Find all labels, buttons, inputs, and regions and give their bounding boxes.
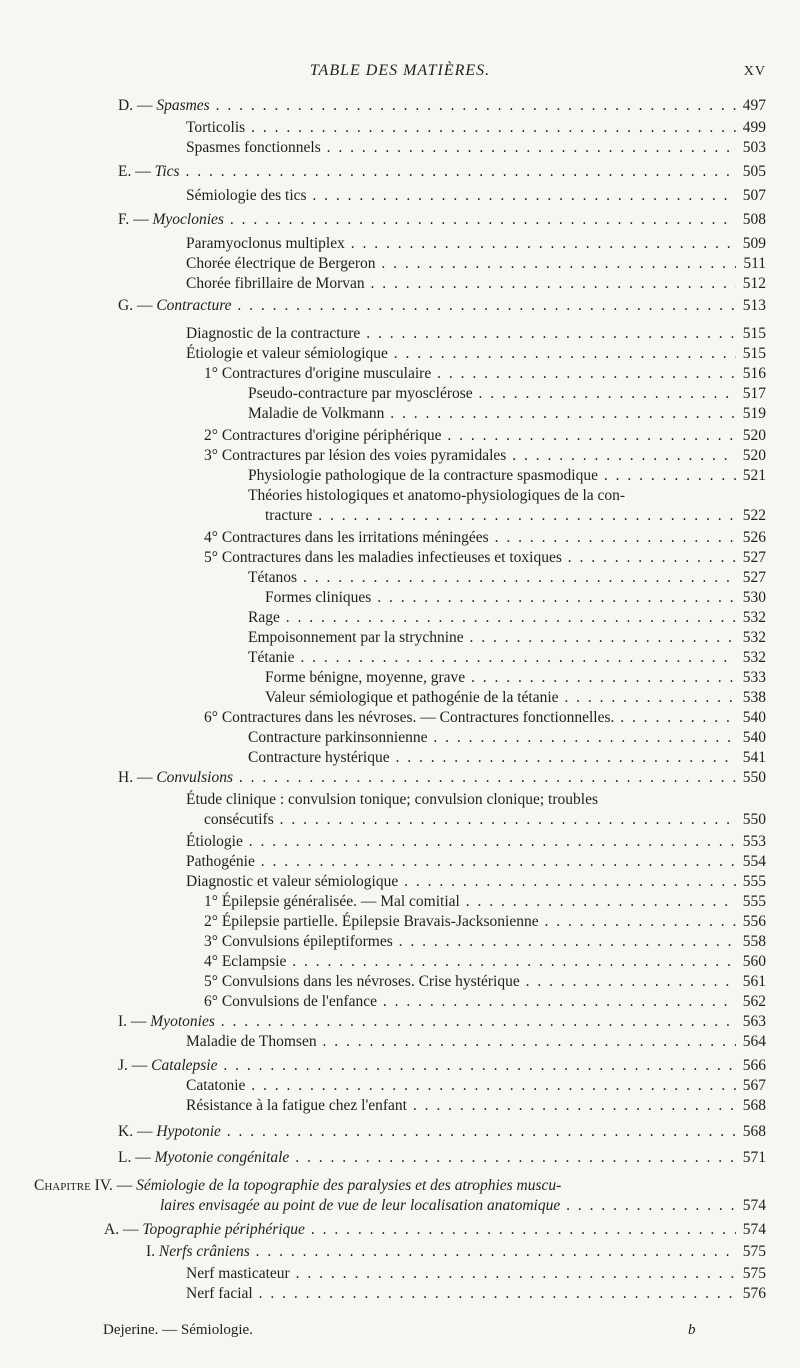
toc-entry-prefix: E. — [118,163,155,180]
toc-entry-title: Résistance à la fatigue chez l'enfant [186,1097,407,1114]
toc-entry-title: Spasmes fonctionnels [186,139,321,156]
toc-page-number: 532 [742,649,766,666]
toc-entry-label [204,426,736,446]
toc-entry-label [248,648,736,668]
toc-entry-title: 3° Contractures par lésion des voies pyramidales [204,447,507,464]
toc-entry-prefix: K. — [118,1123,157,1140]
page-footer [0,1322,800,1344]
toc-page-number: 571 [742,1149,766,1166]
toc-page-number: 568 [742,1123,766,1140]
toc-entry-title: 4° Eclampsie [204,953,287,970]
toc-entry-prefix: I. — [118,1013,151,1030]
toc-page-number: 508 [742,211,766,228]
toc-entry-title: 4° Contractures dans les irritations méningées [204,529,489,546]
toc-page-number: 516 [742,365,766,382]
toc-entry-label [186,872,736,892]
toc-entry [0,852,800,872]
toc-entry-prefix: F. — [118,211,153,228]
toc-entry-title: Valeur sémiologique et pathogénie de la tétanie [265,689,559,706]
toc-entry [0,486,800,506]
toc-entry-title: Hypotonie [156,1123,221,1140]
toc-entry-title: Chorée électrique de Bergeron [186,255,376,272]
toc-entry-label [118,96,736,116]
toc-entry [0,96,800,116]
toc-entry [0,344,800,364]
toc-entry-title: Nerfs crâniens [158,1243,250,1260]
toc-entry-label [186,186,736,206]
toc-entry [0,506,800,526]
page-title: TABLE DES MATIÈRES. [309,62,491,79]
toc-entry [0,1242,800,1262]
toc-page-number: 515 [742,325,766,342]
toc-entry [0,1122,800,1142]
toc-entry-title: Convulsions [156,769,233,786]
toc-entry [0,972,800,992]
toc-entry [0,810,800,830]
toc-entry-title: Pseudo-contracture par myosclérose [248,385,473,402]
footer-book-reference: Dejerine. — Sémiologie. [103,1322,253,1338]
toc-entry [0,748,800,768]
toc-page-number: 533 [742,669,766,686]
toc-page-number: 568 [742,1097,766,1114]
toc-entry-prefix: A. — [104,1221,143,1238]
toc-entry [0,528,800,548]
toc-entry [0,162,800,182]
toc-page-number: 520 [742,447,766,464]
toc-entry-label [118,1012,736,1032]
toc-entry-label [118,768,736,788]
toc-page-number: 574 [742,1197,766,1214]
toc-entry [0,1220,800,1240]
toc-entry [0,1032,800,1052]
toc-entry-title: Étiologie et valeur sémiologique [186,345,388,362]
toc-page-number: 507 [742,187,766,204]
toc-page-number: 540 [742,729,766,746]
toc-entry-title: Formes cliniques [265,589,372,606]
toc-entry-title: 6° Contractures dans les névroses. — Contractures fonctionnelles. [204,709,615,726]
toc-page-number: 564 [742,1033,766,1050]
toc-entry-title: consécutifs [204,811,274,828]
toc-page-number: 509 [742,235,766,252]
toc-entry-title: Maladie de Volkmann [248,405,385,422]
toc-page-number: 527 [742,569,766,586]
toc-entry [0,404,800,424]
toc-page-number: 503 [742,139,766,156]
toc-entry [0,832,800,852]
toc-entry-label [248,466,736,486]
toc-entry-label [248,728,736,748]
toc-entry-title: Sémiologie de la topographie des paralysies et des atrophies muscu- [136,1177,562,1194]
toc-entry-label [204,810,736,830]
toc-entry-prefix: D. — [118,97,157,114]
toc-entry-label [248,384,736,404]
toc-entry [0,1096,800,1116]
toc-entry-title: Catalepsie [151,1057,218,1074]
toc-entry-title: Myoclonies [152,211,224,228]
toc-page-number: 517 [742,385,766,402]
toc-entry [0,296,800,316]
toc-entry [0,588,800,608]
toc-entry [0,952,800,972]
toc-page-number: 515 [742,345,766,362]
toc-entry [0,446,800,466]
toc-entry-label [204,446,736,466]
toc-entry-label [204,912,736,932]
toc-entry-title: Étude clinique : convulsion tonique; convulsion clonique; troubles [186,791,598,808]
toc-entry-title: laires envisagée au point de vue de leur localisation anatomique [160,1197,561,1214]
toc-page-number: 550 [742,769,766,786]
toc-entry [0,628,800,648]
toc-entry [0,1176,800,1196]
toc-entry [0,568,800,588]
running-head [0,62,800,84]
toc-entry-label [248,568,736,588]
toc-entry [0,932,800,952]
toc-page-number: 526 [742,529,766,546]
toc-entry-title: Contracture [156,297,232,314]
toc-entry [0,364,800,384]
toc-entry-title: Forme bénigne, moyenne, grave [265,669,466,686]
toc-entry-label [265,588,736,608]
toc-page-number: 555 [742,873,766,890]
toc-entry-label [186,852,736,872]
toc-page-number: 527 [742,549,766,566]
toc-entry [0,1012,800,1032]
toc-entry-title: Tics [154,163,180,180]
toc-entry-title: Diagnostic et valeur sémiologique [186,873,399,890]
toc-entry [0,186,800,206]
toc-entry-prefix: H. — [118,769,157,786]
toc-page-number: 520 [742,427,766,444]
toc-entry-title: 5° Convulsions dans les névroses. Crise hystérique [204,973,520,990]
toc-entry-title: 3° Convulsions épileptiformes [204,933,393,950]
toc-entry [0,1056,800,1076]
toc-entry-title: Théories histologiques et anatomo-physiologiques de la con- [248,487,626,504]
toc-entry [0,1284,800,1304]
toc-entry-label [186,324,736,344]
toc-entry-label [186,118,736,138]
toc-entry-title: Tétanos [248,569,298,586]
toc-page-number: 575 [742,1265,766,1282]
roman-page-number: XV [743,64,766,79]
toc-entry-title: Contracture parkinsonnienne [248,729,428,746]
toc-page-number: 513 [742,297,766,314]
toc-entry-label [204,708,736,728]
toc-entry-prefix: L. — [118,1149,155,1166]
toc-entry-label [186,1264,736,1284]
toc-entry-label [248,486,766,506]
toc-entry [0,1264,800,1284]
toc-entry-title: Physiologie pathologique de la contracture spasmodique [248,467,598,484]
toc-entry-title: 2° Épilepsie partielle. Épilepsie Bravais-Jacksonienne [204,913,539,930]
toc-page-number: 512 [742,275,766,292]
toc-entry [0,912,800,932]
toc-entry-label [265,688,736,708]
toc-entry-label [186,832,736,852]
toc-page-number: 530 [742,589,766,606]
toc-page-number: 563 [742,1013,766,1030]
toc-entry-title: Pathogénie [186,853,255,870]
toc-entry [0,274,800,294]
toc-entry-title: Rage [248,609,280,626]
toc-entry-label [186,274,736,294]
toc-entry-label [204,952,736,972]
toc-entry [0,992,800,1012]
toc-entry-title: Paramyoclonus multiplex [186,235,345,252]
toc-page-number: 558 [742,933,766,950]
toc-page-number: 555 [742,893,766,910]
toc-entry [0,426,800,446]
toc-entry-title: Myotonies [150,1013,215,1030]
toc-entry [0,648,800,668]
toc-entry-title: 1° Contractures d'origine musculaire [204,365,432,382]
toc-entry [0,668,800,688]
toc-page-number: 540 [742,709,766,726]
toc-entry-title: 6° Convulsions de l'enfance [204,993,377,1010]
toc-entry [0,708,800,728]
toc-entry-label [265,506,736,526]
toc-entry-title: Diagnostic de la contracture [186,325,361,342]
toc-entry-label [104,1220,736,1240]
toc-entry [0,728,800,748]
toc-entry-title: tracture [265,507,313,524]
toc-entry-label [204,892,736,912]
toc-page-number: 532 [742,629,766,646]
toc-entry-label [118,1148,736,1168]
toc-entry [0,210,800,230]
toc-entry-label [118,1056,736,1076]
toc-entry [0,466,800,486]
toc-entry-title: Tétanie [248,649,295,666]
toc-entry-label [204,932,736,952]
toc-entry-label [248,608,736,628]
toc-entry-prefix: I. [146,1243,159,1260]
toc-entry-label [186,1032,736,1052]
toc-page-number: 553 [742,833,766,850]
toc-entry [0,790,800,810]
toc-entry-label [204,364,736,384]
toc-entry [0,384,800,404]
toc-entry-label [186,234,736,254]
toc-entry [0,324,800,344]
toc-page-number: 521 [742,467,766,484]
toc-entry [0,688,800,708]
toc-page-number: 538 [742,689,766,706]
toc-entry-title: 2° Contractures d'origine périphérique [204,427,442,444]
toc-entry-prefix: Chapitre IV. — [34,1177,137,1194]
toc-page-number: 560 [742,953,766,970]
toc-entry-label [118,1122,736,1142]
toc-entry-prefix: J. — [118,1057,152,1074]
toc-entry-label [186,1284,736,1304]
toc-entry-title: Topographie périphérique [142,1221,305,1238]
toc-entry-label [204,972,736,992]
toc-page-number: 499 [742,119,766,136]
toc-page-number: 541 [742,749,766,766]
toc-page-number: 505 [742,163,766,180]
toc-entry-label [248,404,736,424]
toc-page-number: 576 [742,1285,766,1302]
toc-page-number: 511 [743,255,766,272]
toc-entry-title: Spasmes [156,97,210,114]
toc-page-number: 562 [742,993,766,1010]
toc-entry-title: Myotonie congénitale [154,1149,290,1166]
toc-entry [0,234,800,254]
toc-entry [0,138,800,158]
toc-page-number: 567 [742,1077,766,1094]
toc-page-number: 575 [742,1243,766,1260]
toc-entry-label [186,138,736,158]
toc-entry-label [146,1242,736,1262]
toc-entry-label [265,668,736,688]
toc-entry-title: Nerf facial [186,1285,253,1302]
toc-entry [0,1196,800,1216]
toc-entry-title: 1° Épilepsie généralisée. — Mal comitial [204,893,460,910]
toc-entry [0,548,800,568]
toc-entry [0,1148,800,1168]
signature-mark: b [688,1322,696,1338]
toc-entry-label [186,1076,736,1096]
toc-entry [0,118,800,138]
toc-entry-title: Chorée fibrillaire de Morvan [186,275,365,292]
toc-entry-label [118,296,736,316]
toc-entry-title: Catatonie [186,1077,246,1094]
toc-entry [0,608,800,628]
toc-entry [0,872,800,892]
toc-page-number: 497 [742,97,766,114]
toc-page-number: 550 [742,811,766,828]
toc-entry-title: Contracture hystérique [248,749,390,766]
toc-entry-title: Étiologie [186,833,243,850]
toc-entry-title: Nerf masticateur [186,1265,290,1282]
toc-entry-label [186,344,736,364]
toc-entry-label [118,162,736,182]
toc-entry [0,892,800,912]
toc-entry-title: Maladie de Thomsen [186,1033,317,1050]
toc-entry-label [186,790,766,810]
toc-entry-label [204,548,736,568]
toc-entry-title: 5° Contractures dans les maladies infectieuses et toxiques [204,549,562,566]
toc-entry-label [248,748,736,768]
toc-entry [0,768,800,788]
toc-entry-prefix: G. — [118,297,157,314]
toc-entry-title: Sémiologie des tics [186,187,307,204]
toc-entry-label [204,528,736,548]
toc-page-number: 556 [742,913,766,930]
toc-page-number: 519 [742,405,766,422]
toc-entry-label [118,210,736,230]
toc-page-number: 532 [742,609,766,626]
toc-entry-label [204,992,736,1012]
toc-entry-label [34,1176,766,1196]
toc-entry [0,1076,800,1096]
toc-entry-title: Empoisonnement par la strychnine [248,629,464,646]
toc-page-number: 561 [742,973,766,990]
toc-entry-title: Torticolis [186,119,246,136]
toc-page-number: 554 [742,853,766,870]
toc-entry [0,254,800,274]
toc-entry-label [160,1196,736,1216]
toc-entry-label [186,254,736,274]
toc-page-number: 522 [742,507,766,524]
toc-page-number: 566 [742,1057,766,1074]
toc-entry-label [186,1096,736,1116]
toc-page-number: 574 [742,1221,766,1238]
toc-entry-label [248,628,736,648]
